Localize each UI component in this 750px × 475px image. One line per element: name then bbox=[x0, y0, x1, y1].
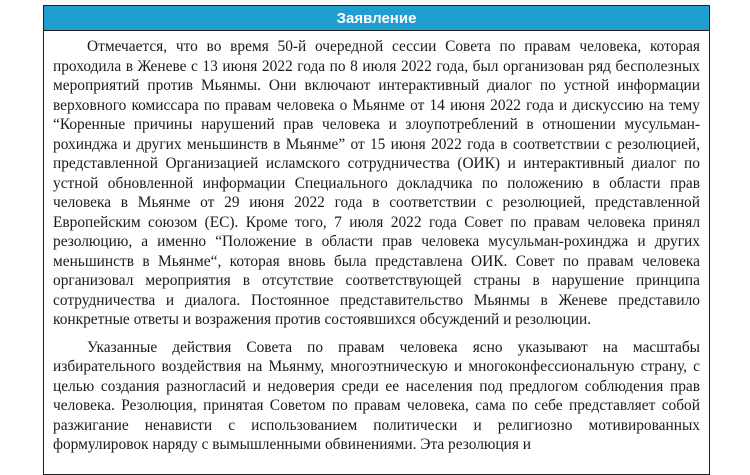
statement-paragraph-2: Указанные действия Совета по правам человека ясно указывают на масштабы избирательного воздействия на Мьянму, многоэтническую и многоконфессиональную страну, с целью создания разногласий и недоверия среди ее населения под предлогом соблюдения прав человека. Резолюция, принятая Советом по правам человека, сама по себе представляет собой разжигание ненависти с использованием политически и религиозно мотивированных формулировок наряду с вымышленными обвинениями. Эта резолюция и bbox=[53, 338, 700, 453]
statement-title: Заявление bbox=[336, 9, 417, 27]
statement-paragraph-1: Отмечается, что во время 50-й очередной сессии Совета по правам человека, которая проходила в Женеве с 13 июня 2022 года по 8 июля 2022 года, был организован ряд бесполезных мероприятий против Мьянмы. Они включают интерактивный диалог по устной информации верховного комиссара по правам человека о Мьянме от 14 июня 2022 года и дискуссию на тему “Коренные причины нарушений прав человека и злоупотреблений в отношении мусульман-рохинджа и других меньшинств в Мьянме” от 15 июня 2022 года в соответствии с резолюцией, представленной Организацией исламского сотрудничества (ОИК) и интерактивный диалог по устной обновленной информации Специального докладчика по положению в области прав человека в Мьянме от 29 июня 2022 года в соответствии с резолюцией, представленной Европейским союзом (ЕС). Кроме того, 7 июля 2022 года Совет по правам человека принял резолюцию, а именно “Положение в области прав человека мусульман-рохинджа и других меньшинств в Мьянме“, которая вновь была представлена ОИК. Совет по правам человека организовал мероприятия в отсутствие соответствующей страны в нарушение принципа сотрудничества и диалога. Постоянное представительство Мьянмы в Женеве представило конкретные ответы и возражения против состоявшихся обсуждений и резолюции. bbox=[53, 38, 700, 328]
statement-title-bar bbox=[44, 6, 709, 31]
statement-page bbox=[43, 5, 710, 475]
statement-body bbox=[44, 31, 709, 455]
